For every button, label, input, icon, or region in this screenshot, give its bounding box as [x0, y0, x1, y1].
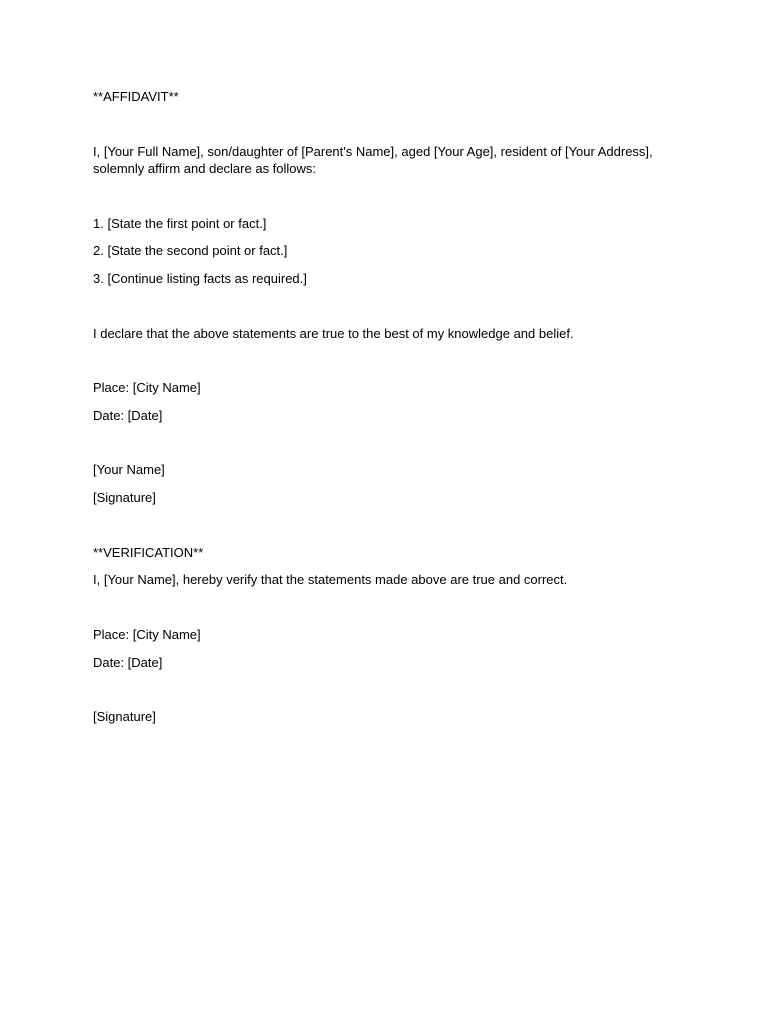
point-2: 2. [State the second point or fact.] — [93, 243, 288, 258]
verification-signature-line: [Signature] — [93, 709, 156, 724]
affidavit-heading: **AFFIDAVIT** — [93, 89, 179, 104]
verification-heading: **VERIFICATION** — [93, 545, 204, 560]
verification-place-line: Place: [City Name] — [93, 627, 201, 642]
place-line: Place: [City Name] — [93, 380, 201, 395]
intro-paragraph — [93, 143, 693, 177]
point-3: 3. [Continue listing facts as required.] — [93, 271, 307, 286]
point-1: 1. [State the first point or fact.] — [93, 216, 267, 231]
verification-date-line: Date: [Date] — [93, 655, 163, 670]
date-line: Date: [Date] — [93, 408, 163, 423]
verification-text: I, [Your Name], hereby verify that the statements made above are true and correct. — [93, 572, 568, 587]
declaration-text: I declare that the above statements are true to the best of my knowledge and belief. — [93, 326, 574, 341]
intro-line-2: solemnly affirm and declare as follows: — [93, 161, 317, 176]
name-line: [Your Name] — [93, 462, 165, 477]
signature-line: [Signature] — [93, 490, 156, 505]
intro-line-1: I, [Your Full Name], son/daughter of [Parent's Name], aged [Your Age], resident of [Your Address], — [93, 144, 653, 159]
